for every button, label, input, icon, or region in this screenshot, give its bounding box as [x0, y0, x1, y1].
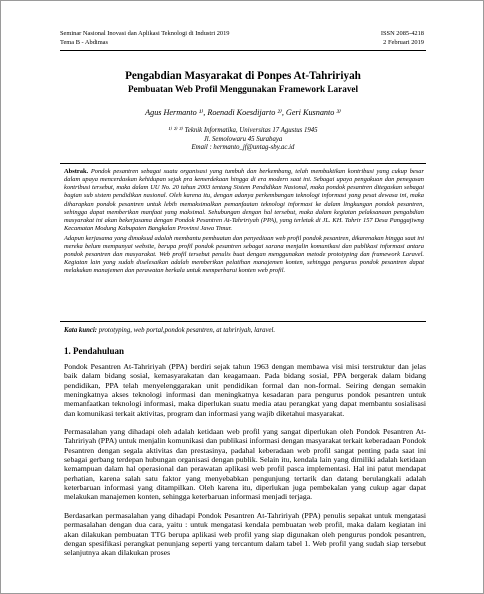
abstract-text-1: Pondok pesantren sebagai suatu organisasi yang tumbuh dan berkembang, telah membuktikan kontribusi yang cukup besar dalam upaya mencerdaskan kehidupan sejak pra kemerdekaan hingga di era modern saat ini. Sebagai upaya pengakuan dan penegasan kontribusi tersebut, maka dalam UU No. 20 tahun 2003 tentang Sistem Pendidikan Nasional, maka pondok pesantren ditegaskan sebagai bagian sub sistem pendidikan nasional. Oleh karena itu, dengan adanya perkembangan teknologi informasi yang pesat dewasa ini, maka diharapkan pondok pesantren untuk lebih memaksimalkan pemanfaatan teknologi informasi ke dalam lingkungan pondok pesantren, sehingga dapat memberikan manfaat yang maksimal. Sehubungan dengan hal tersebut, maka dalam kegiatan pelaksanaan pengabdian masyarakat ini akan bekerjasama dengan Pondok Pesantren At-Tahririyah (PPA), yang terletak di JL. KH. Tahrir 157 Desa Panggajiwng Kecamatan Modung Kabupaten Bangkalan Provinsi Jawa Timur. — [64, 168, 425, 233]
body-text — [64, 362, 426, 567]
conference-date: 2 Februari 2019 — [383, 38, 424, 46]
header-rule — [60, 50, 426, 51]
paper-subtitle: Pembuatan Web Profil Menggunakan Framework Laravel — [127, 84, 359, 94]
abstract-bottom-rule — [60, 321, 426, 322]
abstract-paragraph-2: Adapun kerjasama yang dimaksud adalah membantu pembuatan dan penyediaan web profil pondok pesantren, dikarenakan hingga saat ini mereka belum mempunyai website, berupa profil pondok pesantren sebagai sarana menjalin komunikasi dan publikasi informasi antara pondok pesantren dan masyarakat. Web profil tersebut penulis buat dengan menggunakan metode prototyping dan framework Laravel. Kegiatan lain yang sudah diselesaikan adalah memberikan pelatihan manajemen konten, sehingga pengurus pondok pesantren dapat melakukan manajemen dan perawatan berkala untuk memperbarui konten web profil. — [64, 234, 424, 275]
affiliation — [60, 127, 426, 153]
body-paragraph-1: Pondok Pesantren At-Tahririyah (PPA) berdiri sejak tahun 1963 dengan membawa visi misi terstruktur dan jelas baik dalam bidang sosial, kemasyarakatan dan keagamaan. Pada bidang sosial, PPA bergerak dalam bidang pendidikan, PPA telah menyelenggarakan unit pendidikan formal dan non-formal. Seiring dengan semakin meningkatnya akses teknologi informasi dan meningkatnya kesadaran para pengurus pondok pesantren untuk memanfaatkan teknologi informasi, maka diperlukan suatu media atau perangkat yang dapat membantu sosialisasi dan komunikasi terkait aktivitas, program dan informasi yang wajib diketahui masyarakat. — [64, 362, 426, 418]
body-paragraph-3: Berdasarkan permasalahan yang dihadapi Pondok Pesantren At-Tahririyah (PPA) penulis sepakat untuk mengatasi permasalahan dengan dua cara, yaitu : untuk mengatasi kendala pembuatan web profil, maka dalam kegiatan ini akan dilakukan pembuatan TTG berupa aplikasi web profil yang siap digunakan oleh pengurus pondok pesantren, dengan spesifikasi perangkat penunjang seperti yang tercantum dalam tabel 1. Web profil yang sudah siap tersebut selanjutnya akan dilakukan proses — [64, 510, 426, 558]
running-header-right — [381, 30, 424, 47]
conference-theme: Tema B - Abdimas — [60, 38, 109, 46]
keywords-label: Kata kunci: — [64, 327, 98, 334]
abstract-label: Abstrak. — [64, 168, 89, 175]
abstract-paragraph-1 — [64, 168, 424, 233]
author-list: Agus Hermanto ¹⁾, Roenadi Koesdijarto ²⁾, Geri Kusnanto ³⁾ — [145, 108, 341, 117]
abstract-top-rule — [60, 163, 426, 164]
issn: ISSN 2085-4218 — [380, 30, 424, 37]
address-line: Jl. Semolowaru 45 Surabaya — [203, 135, 283, 143]
email-line: Email : hermanto_jf@untag-sby.ac.id — [191, 144, 295, 152]
section-heading: 1. Pendahuluan — [64, 346, 125, 356]
keywords-text: prototyping, web portal,pondok pesantren, at tahririyah, laravel. — [97, 327, 276, 334]
keywords — [64, 327, 424, 334]
running-header-left — [60, 30, 229, 47]
conference-name: Seminar Nasional Inovasi dan Aplikasi Teknologi di Industri 2019 — [60, 30, 230, 37]
affiliation-line: ¹⁾ ²⁾ ³⁾ Teknik Informatika, Universitas 17 Agustus 1945 — [168, 127, 318, 134]
paper-title: Pengabdian Masyarakat di Ponpes At-Tahririyah — [125, 70, 361, 82]
body-paragraph-2: Permasalahan yang dihadapi oleh adalah ketidaan web profil yang sangat diperlukan oleh Pondok Pesantren At-Tahririyah (PPA) untuk menjalin komunikasi dan publikasi informasi dengan masyarakat terkait keberadaan Pondok Pesantren dengan segala aktivitas dan prestasinya, padahal keberadaan web profil sangat penting pada saat ini sebagai gerbang terdepan hubungan organisasi dengan publik. Selain itu, kendala lain yang dimiliki adalah ketidaan kemampuan dalam hal operasional dan perawatan aplikasi web profil pasca implementasi. Hal ini patut mendapat perhatian, karena salah satu faktor yang menyebabkan pengunjung tertarik dan datang berulangkali adalah keterbaruan informasi yang ditampilkan. Oleh karena itu, diperlukan juga pembekalan yang cukup agar dapat melakukan manajemen konten, sehingga keterbaruan informasi menjadi terjaga. — [64, 427, 426, 502]
abstract — [64, 168, 424, 277]
